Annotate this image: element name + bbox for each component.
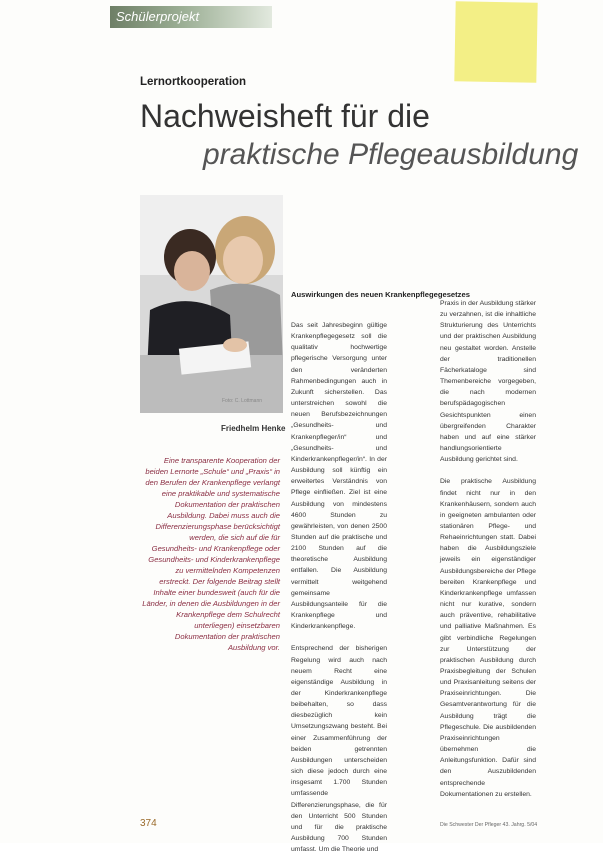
photo-illustration bbox=[140, 195, 283, 413]
section-header-bar bbox=[110, 6, 272, 28]
text-column-middle bbox=[291, 320, 387, 866]
body-paragraph: Entsprechend der bisherigen Regelung wird auch nach neuem Recht eine eigenständige Ausbildung in der Kinderkrankenpflege beibehalten, so dass diesbezüglich kein Umsetzungszwang besteht. Bei einer Zusammenführung der beiden getrennten Ausbildungen unterscheiden sich diese jedoch durch eine insgesamt 1.700 Stunden umfassende Differenzierungsphase, die für den Unterricht 500 Stunden und für die praktische Ausbildung 700 Stunden umfasst. Um die Theorie und bbox=[291, 645, 387, 854]
section-label: Schülerprojekt bbox=[116, 9, 200, 24]
body-paragraph: Das seit Jahresbeginn gültige Krankenpflegegesetz soll die qualitativ hochwertige pflegerische Versorgung unter den veränderten Rahmenbedingungen auch in Zukunft sicherstellen. Das unterstreichen sowohl die neuen Berufsbezeichnungen „Gesundheits- und Krankenpfleger/in“ und „Gesundheits- und Kinderkrankenpfleger/in“. In der Ausbildung soll künftig ein erweitertes Verständnis von Pflege einfließen. Ziel ist eine Ausbildung von mindestens 4600 Stunden zu gewährleisten, von denen 2500 Stunden auf die praktische und 2100 Stunden auf die theoretische Ausbildung entfallen. Die Ausbildung vermittelt weitgehend gemeinsame Ausbildungsanteile für die Krankenpflege und Kinderkrankenpflege. bbox=[291, 322, 387, 631]
section-subheading: Auswirkungen des neuen Krankenpflegegesetzes bbox=[291, 290, 470, 299]
author-name: Friedhelm Henke bbox=[221, 424, 286, 433]
article-photo bbox=[140, 195, 283, 413]
body-paragraph: Praxis in der Ausbildung stärker zu verzahnen, ist die inhaltliche Strukturierung des Unterrichts und der praktischen Ausbildung neu gestaltet worden. Anstelle der traditionellen Fächerkataloge sind Themenbereiche vorgegeben, die nach modernen berufspädagogischen Gesichtspunkten einen übergreifenden Charakter haben und auf eine stärker handlungsorientierte Ausbildung gerichtet sind. bbox=[440, 300, 536, 464]
text-column-right bbox=[440, 298, 536, 811]
title-line-2: praktische Pflegeausbildung bbox=[203, 138, 579, 171]
journal-footer: Die Schwester Der Pfleger 43. Jahrg. 5/04 bbox=[440, 822, 538, 828]
title-line-1: Nachweisheft für die bbox=[140, 98, 430, 134]
body-paragraph: Die praktische Ausbildung findet nicht nur in den Krankenhäusern, sondern auch in geeigneten ambulanten oder stationären Pflege- und Rehaeinrichtungen statt. Dabei haben die Ausbildungsziele jeweils ein eigenständiger Ausbildungsbereiche der Pflege bereiten Krankenpflege und Kinderkrankenpflege umfassen nicht nur kurative, sondern auch präventive, rehabilitative und palliative Maßnahmen. Es gibt verbindliche Regelungen zur Unterstützung der praktischen Ausbildung durch Praxisbegleitung der Schulen und Praxisanleitung seitens der Praxiseinrichtungen. Die Gesamtverantwortung für die Ausbildung trägt die Pflegeschule. Die ausbildenden Praxiseinrichtungen übernehmen die Anleitungsfunktion. Dafür sind den Auszubildenden entsprechende Dokumentationen zu erstellen. bbox=[440, 478, 536, 798]
sticky-note bbox=[454, 1, 537, 82]
page-number: 374 bbox=[140, 818, 157, 829]
lead-paragraph: Eine transparente Kooperation der beiden Lernorte „Schule“ und „Praxis“ in den Berufen der Krankenpflege verlangt eine praktikable und systematische Dokumentation der praktischen Ausbildung. Dabei muss auch die Differenzierungsphase berücksichtigt werden, die sich auf die für Gesundheits- und Krankenpflege oder Gesundheits- und Kinderkrankenpflege zu vermittelnden Kompetenzen erstreckt. Der folgende Beitrag stellt Inhalte einer bundesweit (auch für die Länder, in denen die Ausbildungen in der Krankenpflege dem Schulrecht unterliegen) einsetzbaren Dokumentation der praktischen Ausbildung vor. bbox=[142, 456, 280, 652]
kicker: Lernortkooperation bbox=[140, 76, 247, 88]
photo-credit: Foto: C. Lottmann bbox=[222, 398, 263, 404]
